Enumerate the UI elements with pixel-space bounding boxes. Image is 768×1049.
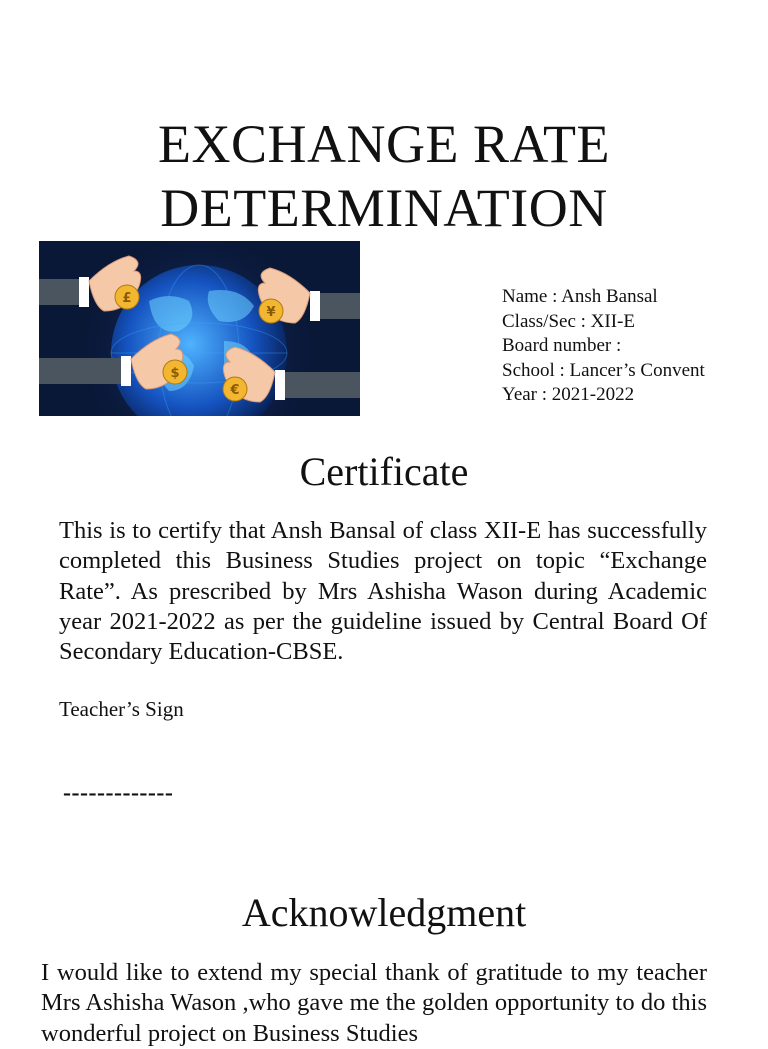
svg-text:¥: ¥ xyxy=(266,305,276,320)
svg-text:£: £ xyxy=(122,291,132,306)
academic-year: Year : 2021-2022 xyxy=(502,384,635,405)
signature-line: ------------- xyxy=(63,780,174,806)
acknowledgment-heading: Acknowledgment xyxy=(241,890,527,935)
acknowledgment-body: I would like to extend my special thank of gratitude to my teacher Mrs Ashisha Wason ,who gave me the golden opportunity to do this wonderful project on Business Studies xyxy=(41,959,707,1047)
student-info-block xyxy=(502,285,705,408)
title-line-2: DETERMINATION xyxy=(160,178,608,238)
student-name: Name : Ansh Bansal xyxy=(502,286,658,307)
currency-exchange-globe-image xyxy=(39,241,360,416)
document-title xyxy=(0,112,768,240)
school-name: School : Lancer’s Convent xyxy=(502,359,705,381)
teacher-sign-label: Teacher’s Sign xyxy=(59,697,184,721)
student-class-section: Class/Sec : XII-E xyxy=(502,310,635,332)
globe-hands-illustration xyxy=(39,241,360,416)
board-number: Board number : xyxy=(502,335,622,356)
svg-text:$: $ xyxy=(170,366,180,381)
certificate-heading: Certificate xyxy=(299,449,469,494)
certificate-body: This is to certify that Ansh Bansal of class XII-E has successfully completed this Business Studies project on topic “Exchange Rate”. As prescribed by Mrs Ashisha Wason during Academic year 2021-2022 as per the guideline issued by Central Board Of Secondary Education-CBSE. xyxy=(59,517,707,666)
title-line-1: EXCHANGE RATE xyxy=(158,114,610,174)
svg-text:€: € xyxy=(230,383,240,398)
